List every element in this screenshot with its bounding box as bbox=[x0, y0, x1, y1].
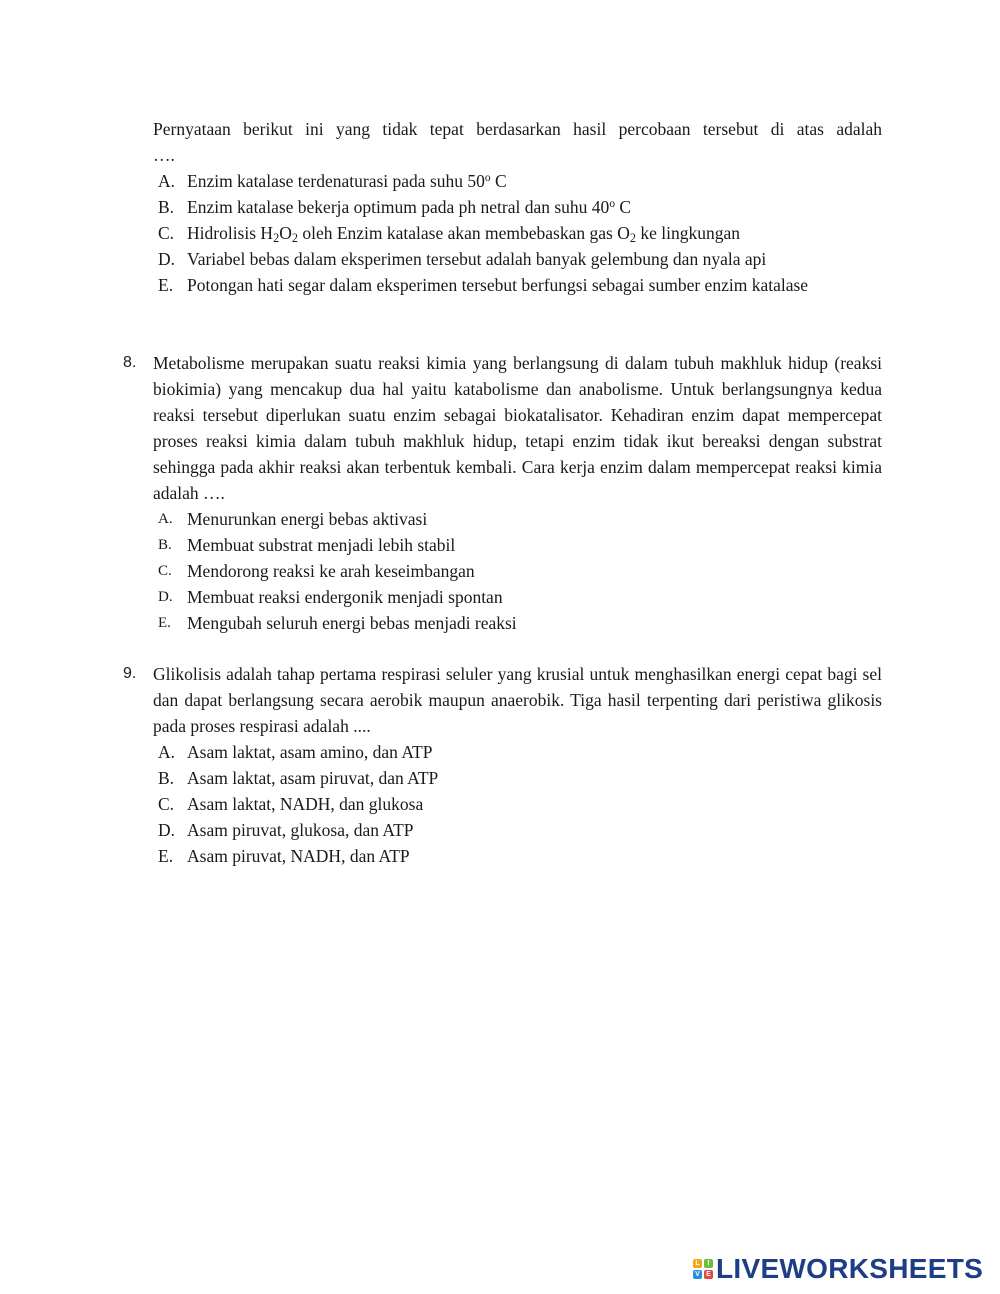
option-letter: A. bbox=[158, 171, 176, 191]
q7-option-d[interactable] bbox=[153, 246, 882, 272]
option-letter: D. bbox=[158, 589, 173, 605]
option-letter: A. bbox=[158, 742, 176, 762]
option-letter: B. bbox=[158, 537, 172, 553]
q9-option-d[interactable] bbox=[153, 817, 882, 843]
option-text: Enzim katalase bekerja optimum pada ph netral dan suhu 40$^o$ C bbox=[187, 197, 632, 217]
option-text: Asam laktat, asam piruvat, dan ATP bbox=[187, 768, 439, 788]
option-letter: D. bbox=[158, 820, 176, 840]
q9-option-c[interactable] bbox=[153, 791, 882, 817]
option-text: Membuat reaksi endergonik menjadi spontan bbox=[187, 587, 503, 607]
option-text: Enzim katalase terdenaturasi pada suhu 50$^o$ C bbox=[187, 171, 507, 191]
q7-stem-line: Pernyataan berikut ini yang tidak tepat berdasarkan hasil percobaan tersebut di atas adalah bbox=[153, 119, 882, 139]
q8-option-d[interactable] bbox=[153, 584, 882, 610]
q8-stem: Metabolisme merupakan suatu reaksi kimia yang berlangsung di dalam tubuh makhluk hidup (reaksi biokimia) yang mencakup dua hal yaitu katabolisme dan anabolisme. Untuk berlangsungnya kedua reaksi tersebut diperlukan suatu enzim sebagai biokatalisator. Kehadiran enzim dapat mempercepat proses reaksi kimia dalam tubuh makhluk hidup, tetapi enzim tidak ikut bereaksi dengan substrat sehingga pada akhir reaksi akan terbentuk kembali. Cara kerja enzim dalam mempercepat reaksi kimia adalah …. bbox=[153, 353, 882, 503]
option-text: Asam laktat, NADH, dan glukosa bbox=[187, 794, 424, 814]
q9-option-b[interactable] bbox=[153, 765, 882, 791]
q9-stem: Glikolisis adalah tahap pertama respirasi seluler yang krusial untuk menghasilkan energi cepat bagi sel dan dapat berlangsung secara aerobik maupun anaerobik. Tiga hasil terpenting dari peristiwa glikosis pada proses respirasi adalah .... bbox=[153, 664, 882, 736]
option-letter: C. bbox=[158, 563, 172, 579]
logo-tile: I bbox=[704, 1259, 713, 1268]
q8-options bbox=[153, 506, 882, 636]
q8-option-b[interactable] bbox=[153, 532, 882, 558]
option-letter: D. bbox=[158, 249, 176, 269]
brand-name: LIVEWORKSHEETS bbox=[716, 1253, 984, 1284]
q7-option-b[interactable] bbox=[153, 194, 882, 220]
q9-options bbox=[153, 739, 882, 869]
option-letter: A. bbox=[158, 511, 173, 527]
option-text: Membuat substrat menjadi lebih stabil bbox=[187, 535, 456, 555]
q9-number: 9. bbox=[123, 665, 137, 682]
option-letter: B. bbox=[158, 197, 175, 217]
option-text: Asam laktat, asam amino, dan ATP bbox=[187, 742, 433, 762]
q7-stem-tail: …. bbox=[153, 145, 175, 165]
option-letter: E. bbox=[158, 846, 174, 866]
q7-stem bbox=[153, 116, 882, 168]
liveworksheets-logo bbox=[693, 1254, 983, 1284]
q9-option-e[interactable] bbox=[153, 843, 882, 869]
option-text: Potongan hati segar dalam eksperimen tersebut berfungsi sebagai sumber enzim katalase bbox=[187, 275, 809, 295]
logo-tiles-icon bbox=[693, 1259, 713, 1279]
option-letter: E. bbox=[158, 275, 174, 295]
option-text: Hidrolisis $H_2O_2$ oleh Enzim katalase akan membebaskan gas $O_2$ ke lingkungan bbox=[187, 223, 740, 246]
q7-option-e[interactable] bbox=[153, 272, 882, 298]
option-text: Variabel bebas dalam eksperimen tersebut adalah banyak gelembung dan nyala api bbox=[187, 249, 767, 269]
q7-options bbox=[153, 168, 882, 298]
option-text: Mengubah seluruh energi bebas menjadi reaksi bbox=[187, 613, 517, 633]
logo-tile: L bbox=[693, 1259, 702, 1268]
logo-tile: V bbox=[693, 1270, 702, 1279]
logo-tile: E bbox=[704, 1270, 713, 1279]
option-letter: C. bbox=[158, 223, 175, 243]
option-letter: B. bbox=[158, 768, 175, 788]
q7-option-c[interactable] bbox=[153, 220, 882, 246]
option-text: Menurunkan energi bebas aktivasi bbox=[187, 509, 428, 529]
q9-option-a[interactable] bbox=[153, 739, 882, 765]
option-text: Mendorong reaksi ke arah keseimbangan bbox=[187, 561, 475, 581]
option-letter: C. bbox=[158, 794, 175, 814]
q8-option-a[interactable] bbox=[153, 506, 882, 532]
option-letter: E. bbox=[158, 615, 171, 631]
q8-number: 8. bbox=[123, 354, 137, 371]
q8-option-c[interactable] bbox=[153, 558, 882, 584]
option-text: Asam piruvat, NADH, dan ATP bbox=[187, 846, 410, 866]
option-text: Asam piruvat, glukosa, dan ATP bbox=[187, 820, 414, 840]
q7-option-a[interactable] bbox=[153, 168, 882, 194]
q8-option-e[interactable] bbox=[153, 610, 882, 636]
